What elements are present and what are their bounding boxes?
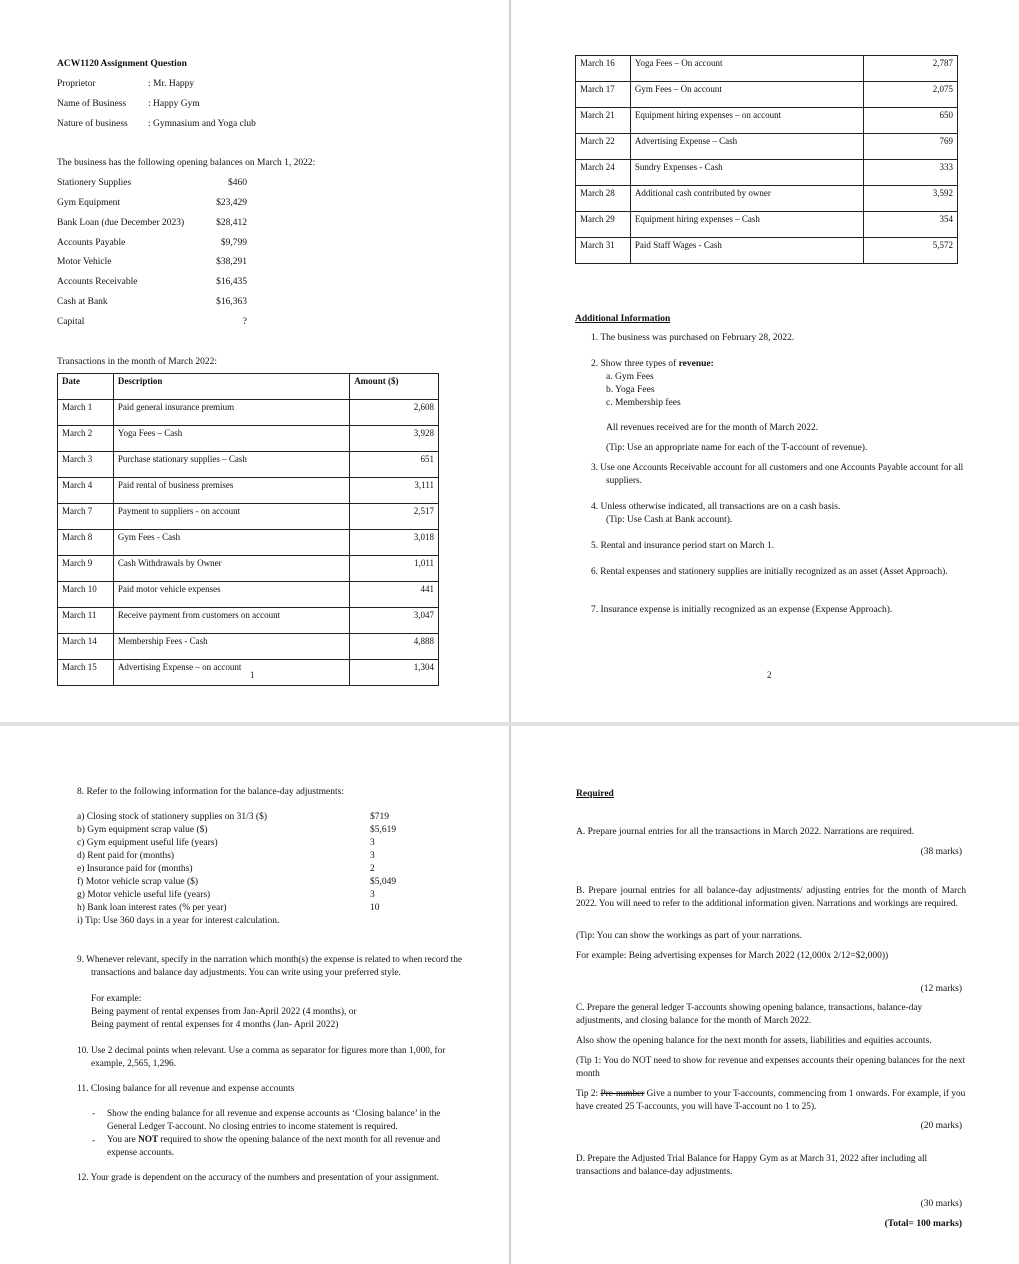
header-amount: Amount ($) [350,374,439,400]
cell-description: Yoga Fees – On account [630,56,863,82]
cell-date: March 29 [576,212,631,238]
balance-value: $9,799 [220,238,247,248]
table-row [576,108,958,134]
requirement-c-tip1: (Tip 1: You do NOT need to show for revenue and expenses accounts their opening balances for the next month [576,1056,966,1079]
table-row [576,134,958,160]
balance-value: $38,291 [216,257,247,267]
cell-date: March 7 [58,504,114,530]
cell-description: Gym Fees – On account [630,82,863,108]
table-row [576,186,958,212]
table-row [58,556,439,582]
cell-date: March 14 [58,634,114,660]
adjustment-label: f) Motor vehicle scrap value ($) [77,877,199,887]
info-item-12: 12. Your grade is dependent on the accuracy of the numbers and presentation of your assignment. [77,1173,439,1183]
info-item-2-text: 2. Show three types of [591,359,679,369]
balance-label: Motor Vehicle [57,257,112,267]
example-line: Being payment of rental expenses for 4 months (Jan- April 2022) [91,1020,339,1030]
cell-amount: 441 [350,582,439,608]
info-item-5: 5. Rental and insurance period start on March 1. [591,541,775,551]
requirement-b: B. Prepare journal entries for all balance-day adjustments/ adjusting entries for the month of March 2022. You will need to refer to the additional information given. Narrations and workings are required. [576,886,966,909]
cell-date: March 17 [576,82,631,108]
cell-date: March 10 [58,582,114,608]
cell-date: March 8 [58,530,114,556]
transactions-table [57,373,439,686]
bullet-dash: - [92,1109,96,1119]
requirement-b-tip: (Tip: You can show the workings as part of your narrations. [576,931,803,941]
info-item-9: 9. Whenever relevant, specify in the narration which month(s) the expense is related to when record the transactions and balance day adjustments. You can write using your preferred style. [77,955,462,978]
balance-label: Stationery Supplies [57,178,132,188]
cell-description: Paid Staff Wages - Cash [630,238,863,264]
info-item-7: 7. Insurance expense is initially recognized as an expense (Expense Approach). [591,605,893,615]
cell-amount: 4,888 [350,634,439,660]
cell-amount: 5,572 [864,238,958,264]
cell-amount: 3,928 [350,426,439,452]
bullet-2-bold: NOT [138,1135,159,1145]
cell-description: Paid rental of business premises [113,478,349,504]
requirement-a-marks: (38 marks) [920,847,962,857]
cell-amount: 3,047 [350,608,439,634]
cell-description: Additional cash contributed by owner [630,186,863,212]
balance-value: $16,363 [216,297,247,307]
table-row [58,634,439,660]
info-label-proprietor: Proprietor [57,79,96,89]
adjustment-tip: i) Tip: Use 360 days in a year for interest calculation. [77,916,280,926]
adjustment-value: $5,619 [370,825,397,835]
info-item-11-bullet-2 [107,1134,451,1159]
cell-description: Advertising Expense – Cash [630,134,863,160]
info-item-2 [591,358,714,370]
header-date: Date [58,374,114,400]
cell-date: March 22 [576,134,631,160]
cell-date: March 11 [58,608,114,634]
adjustment-label: b) Gym equipment scrap value ($) [77,825,208,835]
requirement-a: A. Prepare journal entries for all the transactions in March 2022. Narrations are required. [576,827,915,837]
adjustment-value: 3 [370,851,375,861]
info-item-11: 11. Closing balance for all revenue and expense accounts [77,1084,295,1094]
opening-balances-intro: The business has the following opening balances on March 1, 2022: [57,158,316,168]
cell-amount: 1,011 [350,556,439,582]
cell-amount: 2,608 [350,400,439,426]
cell-date: March 1 [58,400,114,426]
adjustment-label: d) Rent paid for (months) [77,851,175,861]
cell-amount: 354 [864,212,958,238]
balance-value: ? [242,317,247,327]
balance-label: Capital [57,317,85,327]
cell-description: Receive payment from customers on account [113,608,349,634]
table-row [58,608,439,634]
tip2-struck-text: Pre-number [600,1089,645,1099]
balance-label: Accounts Receivable [57,277,138,287]
page-title: ACW1120 Assignment Question [57,59,187,69]
cell-date: March 4 [58,478,114,504]
balance-label: Bank Loan (due December 2023) [57,218,185,228]
info-value-nature: : Gymnasium and Yoga club [148,119,256,129]
cell-description: Membership Fees - Cash [113,634,349,660]
example-line: Being payment of rental expenses from Jan-April 2022 (4 months), or [91,1007,357,1017]
cell-amount: 333 [864,160,958,186]
header-description: Description [113,374,349,400]
balance-value: $28,412 [216,218,247,228]
adjustment-label: e) Insurance paid for (months) [77,864,193,874]
table-row [576,82,958,108]
bullet-dash: - [92,1136,96,1146]
cell-amount: 2,787 [864,56,958,82]
requirement-d-marks: (30 marks) [920,1199,962,1209]
additional-info-heading: Additional Information [575,314,671,324]
info-label-nature: Nature of business [57,119,128,129]
bullet-2-rest: required to show the opening balance of the next month for all revenue and expense accounts. [107,1135,441,1158]
info-item-3: 3. Use one Accounts Receivable account for all customers and one Accounts Payable account for all suppliers. [591,463,964,486]
page-number: 2 [767,670,772,680]
requirement-b-example: For example: Being advertising expenses for March 2022 (12,000x 2/12=$2,000)) [576,951,889,961]
cell-amount: 2,517 [350,504,439,530]
requirement-c: C. Prepare the general ledger T-accounts showing opening balance, transactions, balance-day adjustments, and closing balance for the month of March 2022. [576,1003,923,1026]
info-value-proprietor: : Mr. Happy [148,79,195,89]
balance-value: $16,435 [216,277,247,287]
revenue-type: a. Gym Fees [606,372,654,382]
cell-description: Paid motor vehicle expenses [113,582,349,608]
table-row [58,582,439,608]
cell-amount: 3,018 [350,530,439,556]
cell-date: March 9 [58,556,114,582]
cell-description: Purchase stationary supplies – Cash [113,452,349,478]
cell-amount: 3,592 [864,186,958,212]
table-row [58,660,439,686]
table-row [58,400,439,426]
cell-description: Advertising Expense – on account [113,660,349,686]
cell-date: March 3 [58,452,114,478]
adjustment-value: $719 [370,812,389,822]
adjustment-value: 2 [370,864,375,874]
table-row [58,426,439,452]
requirement-d: D. Prepare the Adjusted Trial Balance for Happy Gym as at March 31, 2022 after including all transactions and balance-day adjustments. [576,1154,928,1177]
cell-description: Yoga Fees – Cash [113,426,349,452]
info-item-11-bullet-1: Show the ending balance for all revenue and expense accounts as ‘Closing balance’ in the General Ledger T-account. No closing entries to income statement is required. [107,1109,441,1132]
cell-date: March 15 [58,660,114,686]
page-1 [0,0,509,722]
cell-description: Paid general insurance premium [113,400,349,426]
page-3 [0,726,509,1264]
adjustment-label: c) Gym equipment useful life (years) [77,838,218,848]
info-item-4-tip: (Tip: Use Cash at Bank account). [606,515,733,525]
table-row [58,478,439,504]
info-item-8: 8. Refer to the following information for the balance-day adjustments: [77,787,344,797]
cell-date: March 16 [576,56,631,82]
requirement-b-marks: (12 marks) [920,984,962,994]
cell-description: Cash Withdrawals by Owner [113,556,349,582]
cell-description: Equipment hiring expenses – on account [630,108,863,134]
adjustment-label: h) Bank loan interest rates (% per year) [77,903,227,913]
cell-date: March 31 [576,238,631,264]
cell-date: March 24 [576,160,631,186]
cell-description: Gym Fees - Cash [113,530,349,556]
table-row [576,212,958,238]
balance-label: Accounts Payable [57,238,126,248]
requirement-c-also: Also show the opening balance for the next month for assets, liabilities and equities accounts. [576,1036,932,1046]
page-2 [511,0,1019,722]
adjustment-value: $5,049 [370,877,397,887]
table-row [58,452,439,478]
table-header-row [58,374,439,400]
balance-value: $460 [228,178,247,188]
cell-date: March 28 [576,186,631,212]
adjustment-value: 3 [370,890,375,900]
cell-amount: 650 [864,108,958,134]
requirement-c-tip2 [576,1088,966,1113]
tip2-label: Tip 2: [576,1089,601,1099]
revenue-note: All revenues received are for the month of March 2022. [606,423,819,433]
cell-amount: 1,304 [350,660,439,686]
table-row [58,530,439,556]
balance-label: Gym Equipment [57,198,121,208]
balance-value: $23,429 [216,198,247,208]
info-item-2-bold: revenue: [678,359,714,369]
info-item-6: 6. Rental expenses and stationery supplies are initially recognized as an asset (Asset Approach). [591,567,948,577]
table-row [58,504,439,530]
required-heading: Required [576,789,614,799]
revenue-type: b. Yoga Fees [606,385,655,395]
cell-amount: 769 [864,134,958,160]
info-value-business: : Happy Gym [148,99,200,109]
page-4 [511,726,1019,1264]
page-number: 1 [250,670,255,680]
cell-amount: 3,111 [350,478,439,504]
adjustment-value: 3 [370,838,375,848]
table-row [576,238,958,264]
info-item-10: 10. Use 2 decimal points when relevant. Use a comma as separator for figures more than 1,000, for example, 2,565, 1,296. [77,1046,446,1069]
transactions-table-continued [575,55,958,264]
cell-date: March 21 [576,108,631,134]
info-item-1: 1. The business was purchased on February 28, 2022. [591,333,795,343]
bullet-2-text: You are [107,1135,139,1145]
info-item-4: 4. Unless otherwise indicated, all transactions are on a cash basis. [591,502,841,512]
adjustment-label: g) Motor vehicle useful life (years) [77,890,211,900]
requirement-c-marks: (20 marks) [920,1121,962,1131]
revenue-tip: (Tip: Use an appropriate name for each of the T-account of revenue). [606,443,868,453]
cell-date: March 2 [58,426,114,452]
tip2-text: Give a number to your T-accounts, commencing from 1 onwards. For example, if you have created 25 T-accounts, you will have T-account no 1 to 25). [576,1089,966,1112]
table-row [576,160,958,186]
cell-amount: 651 [350,452,439,478]
adjustment-value: 10 [370,903,380,913]
cell-description: Sundry Expenses - Cash [630,160,863,186]
table-row [576,56,958,82]
example-label: For example: [91,994,142,1004]
adjustment-label: a) Closing stock of stationery supplies on 31/3 ($) [77,812,267,822]
cell-description: Equipment hiring expenses – Cash [630,212,863,238]
cell-description: Payment to suppliers - on account [113,504,349,530]
cell-amount: 2,075 [864,82,958,108]
revenue-type: c. Membership fees [606,398,681,408]
info-label-business: Name of Business [57,99,127,109]
balance-label: Cash at Bank [57,297,108,307]
transactions-intro: Transactions in the month of March 2022: [57,357,218,367]
total-marks: (Total= 100 marks) [884,1219,962,1229]
